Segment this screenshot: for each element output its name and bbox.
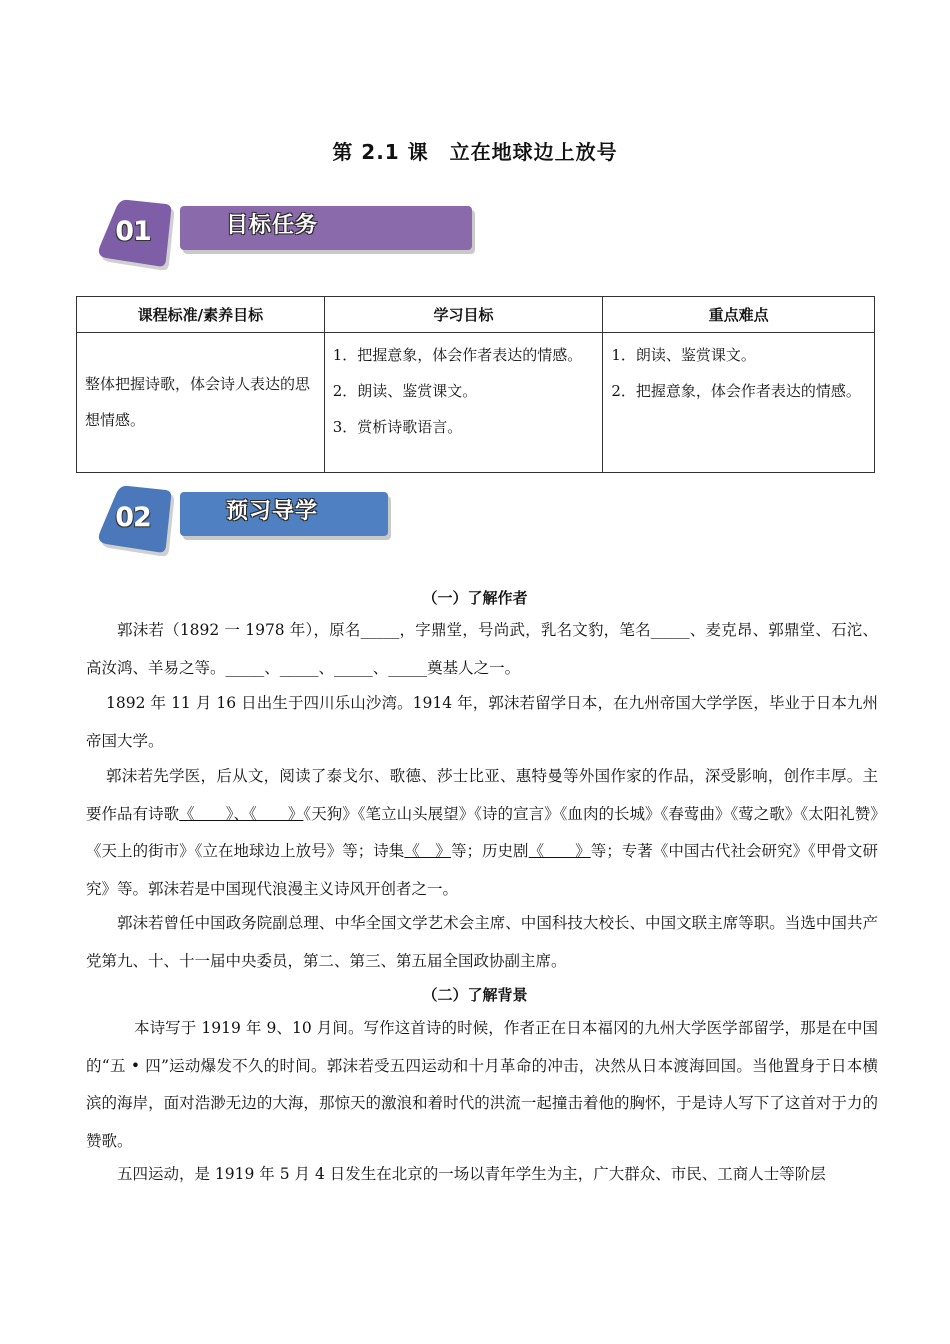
table-cell-key-points <box>603 333 875 473</box>
blank: _____ <box>334 658 373 677</box>
blank: _____ <box>360 621 400 639</box>
blank: 《 》 <box>404 842 451 860</box>
banner-number-badge <box>92 194 174 270</box>
blank: _____ <box>279 658 319 677</box>
text: 奠基人之一。 <box>427 658 521 677</box>
list-item: 3．赏析诗歌语言。 <box>332 418 463 436</box>
text: 、 <box>372 658 389 677</box>
table-row <box>77 333 875 473</box>
paragraph-positions: 郭沫若曾任中国政务院副总理、中华全国文学艺术会主席、中国科技大校长、中国文联主席等职。当选中国共产党第九、十、十一届中央委员，第二、第三、第五届全国政协副主席。 <box>86 914 878 970</box>
banner-label-pill <box>180 492 388 536</box>
text: 等；历史剧 <box>450 842 529 860</box>
banner-number: 01 <box>115 216 151 247</box>
paragraph-birth: 1892 年 11 月 16 日出生于四川乐山沙湾。1914 年，郭沫若留学日本，在九州帝国大学学医，毕业于日本九州帝国大学。 <box>86 694 878 750</box>
table-cell-standard: 整体把握诗歌，体会诗人表达的思想情感。 <box>77 333 325 473</box>
paragraph-works <box>86 758 878 908</box>
list-item: 2．把握意象，体会作者表达的情感。 <box>611 382 861 400</box>
paragraph-background: 本诗写于 1919 年 9、10 月间。写作这首诗的时候，作者正在日本福冈的九州大学医学部留学，那是在中国的“五 • 四”运动爆发不久的时间。郭沫若受五四运动和十月革命的冲击，决然从日本渡海回国。当他置身于日本横滨的海岸，面对浩渺无边的大海，那惊天的激浪和着时代的洪流一起撞击着他的胸怀，于是诗人写下了这首对于力的赞歌。 <box>86 1019 878 1150</box>
section-heading: （二）了解背景 <box>422 986 528 1004</box>
table-cell-objectives <box>324 333 603 473</box>
table-header-cell: 课程标准/素养目标 <box>77 297 325 333</box>
banner-number-badge <box>92 480 174 556</box>
table-header-cell: 重点难点 <box>603 297 875 333</box>
text: 《天狗》《笔立山头展望》《诗的宣言》《血肉的长城》《春莺曲》《莺之歌》《太阳礼赞》《天上的街市》《立在地球边上放号》等；诗集 <box>86 804 878 860</box>
section-banner-preview <box>92 480 392 560</box>
blank: 《 》、《 》 <box>179 804 304 823</box>
banner-label-pill <box>180 206 472 250</box>
banner-label: 目标任务 <box>226 213 319 238</box>
text: 等；专著《中国古代社会研究》《甲骨文研究》等。郭沫若是中国现代浪漫主义诗风开创者之一。 <box>86 842 878 898</box>
blank: _____ <box>650 621 690 639</box>
list-item: 2．朗读、鉴赏课文。 <box>332 382 478 400</box>
text: 、麦克昂、郭鼎堂、石沱、高汝鸿、羊易之等。 <box>86 621 878 677</box>
text: ，字鼎堂，号尚武，乳名文豹，笔名 <box>399 621 651 639</box>
banner-number: 02 <box>115 502 151 533</box>
text: 、 <box>318 658 335 677</box>
blank: _____ <box>225 658 265 677</box>
banner-label: 预习导学 <box>226 499 319 524</box>
paragraph-may-fourth: 五四运动，是 1919 年 5 月 4 日发生在北京的一场以青年学生为主，广大群众、市民、工商人士等阶层 <box>117 1165 826 1183</box>
text: 、 <box>264 658 280 677</box>
blank: 《 》 <box>528 842 591 860</box>
section-banner-goals <box>92 194 392 274</box>
goals-table <box>76 296 875 473</box>
text: 郭沫若先学医，后从文，阅读了泰戈尔、歌德、莎士比亚、惠特曼等外国作家的作品，深受影响，创作丰厚。主要作品有诗歌 <box>86 767 878 823</box>
page-title: 第 2.1 课 立在地球边上放号 <box>332 140 618 164</box>
table-header-row <box>77 297 875 333</box>
list-item: 1．朗读、鉴赏课文。 <box>611 346 756 364</box>
text: 郭沫若（1892 一 1978 年），原名 <box>117 621 361 639</box>
blank: _____ <box>388 658 428 677</box>
paragraph-author-intro <box>86 612 878 687</box>
table-header-cell: 学习目标 <box>324 297 603 333</box>
section-heading: （一）了解作者 <box>422 589 528 607</box>
list-item: 1．把握意象，体会作者表达的情感。 <box>332 346 583 364</box>
